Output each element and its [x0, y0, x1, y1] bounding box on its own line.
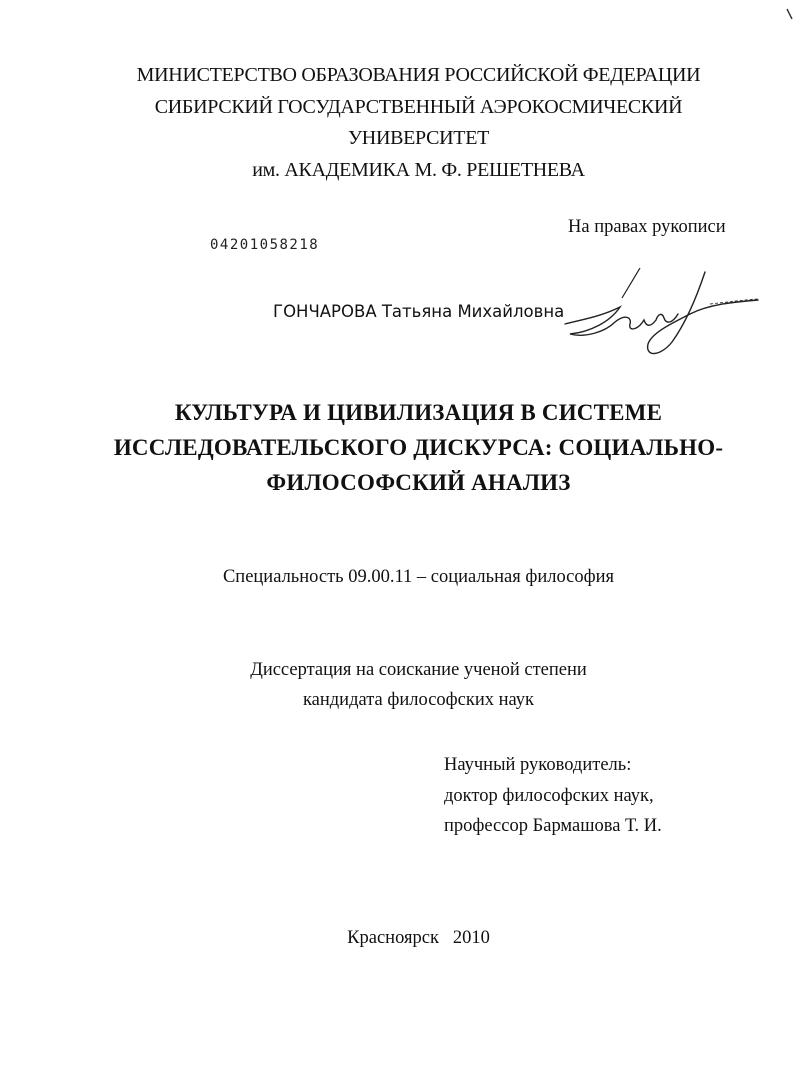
institution-line-4: им. АКАДЕМИКА М. Ф. РЕШЕТНЕВА	[252, 159, 585, 181]
degree-line-2: кандидата философских наук	[302, 690, 535, 710]
institution-line-1: МИНИСТЕРСТВО ОБРАЗОВАНИЯ РОССИЙСКОЙ ФЕДЕРАЦИИ	[136, 64, 701, 86]
scan-mark	[786, 8, 794, 20]
supervisor-line-3: профессор Бармашова Т. И.	[444, 816, 662, 836]
title-line-2: ИССЛЕДОВАТЕЛЬСКОГО ДИСКУРСА: СОЦИАЛЬНО-	[113, 435, 724, 460]
title-line-3: ФИЛОСОФСКИЙ АНАЛИЗ	[266, 470, 571, 495]
institution-line-2: СИБИРСКИЙ ГОСУДАРСТВЕННЫЙ АЭРОКОСМИЧЕСКИЙ	[154, 96, 683, 118]
supervisor-line-2: доктор философских наук,	[444, 786, 654, 806]
catalog-number: 04201058218	[210, 237, 320, 253]
degree-line-1: Диссертация на соискание ученой степени	[250, 660, 587, 680]
specialty: Специальность 09.00.11 – социальная философия	[222, 567, 615, 587]
institution-line-3: УНИВЕРСИТЕТ	[347, 127, 490, 149]
title-line-1: КУЛЬТУРА И ЦИВИЛИЗАЦИЯ В СИСТЕМЕ	[174, 400, 663, 425]
supervisor-line-1: Научный руководитель:	[444, 755, 632, 775]
author-name: ГОНЧАРОВА Татьяна Михайловна	[273, 302, 565, 321]
place-year: Красноярск 2010	[347, 928, 490, 948]
manuscript-note: На правах рукописи	[568, 217, 726, 237]
handwritten-signature	[560, 262, 760, 362]
